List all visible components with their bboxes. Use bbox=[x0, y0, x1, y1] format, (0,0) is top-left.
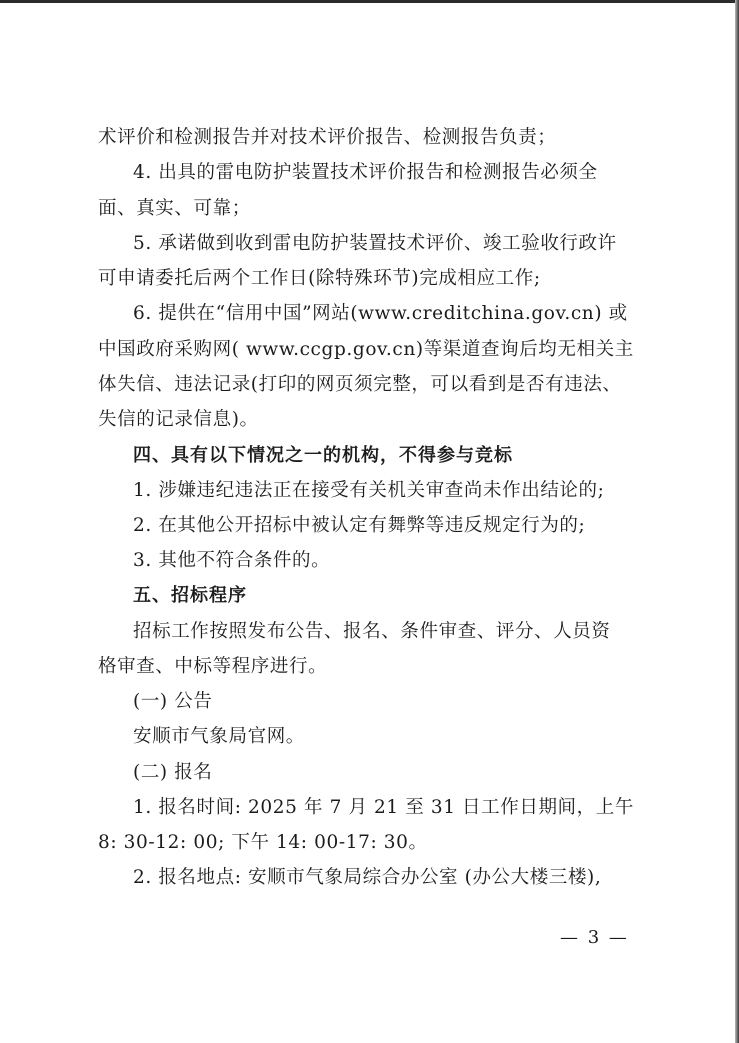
subsection-heading-announcement: (一) 公告 bbox=[133, 691, 213, 712]
list-item-1: 1. 报名时间: 2025 年 7 月 21 至 31 日工作日期间，上午 bbox=[133, 797, 634, 818]
subsection-heading-registration: (二) 报名 bbox=[133, 762, 213, 783]
body-line: 格审查、中标等程序进行。 bbox=[98, 656, 328, 677]
body-line: 可申请委托后两个工作日(除特殊环节)完成相应工作; bbox=[98, 268, 541, 289]
section-heading-5: 五、招标程序 bbox=[133, 585, 247, 606]
body-line: 面、真实、可靠； bbox=[98, 198, 251, 219]
section-heading-4: 四、具有以下情况之一的机构，不得参与竞标 bbox=[133, 445, 513, 466]
list-item-2: 2. 报名地点: 安顺市气象局综合办公室 (办公大楼三楼), bbox=[133, 867, 602, 888]
scan-edge-right bbox=[735, 0, 739, 1043]
list-item-2: 2. 在其他公开招标中被认定有舞弊等违反规定行为的; bbox=[133, 515, 586, 536]
body-line: 术评价和检测报告并对技术评价报告、检测报告负责； bbox=[98, 127, 557, 148]
list-item-3: 3. 其他不符合条件的。 bbox=[133, 550, 331, 571]
list-item-6: 6. 提供在“信用中国”网站(www.creditchina.gov.cn) 或 bbox=[133, 303, 628, 324]
list-item-4: 4. 出具的雷电防护装置技术评价报告和检测报告必须全 bbox=[133, 162, 598, 183]
list-item-5: 5. 承诺做到收到雷电防护装置技术评价、竣工验收行政许 bbox=[133, 233, 617, 254]
body-line: 中国政府采购网( www.ccgp.gov.cn)等渠道查询后均无相关主 bbox=[98, 339, 634, 360]
body-line: 8: 30-12: 00; 下午 14: 00-17: 30。 bbox=[98, 832, 428, 853]
body-line: 安顺市气象局官网。 bbox=[133, 726, 305, 747]
body-line: 招标工作按照发布公告、报名、条件审查、评分、人员资 bbox=[133, 621, 611, 642]
body-line: 体失信、违法记录(打印的网页须完整，可以看到是否有违法、 bbox=[98, 374, 622, 395]
list-item-1: 1. 涉嫌违纪违法正在接受有关机关审查尚未作出结论的; bbox=[133, 480, 605, 501]
body-line: 失信的记录信息)。 bbox=[98, 409, 259, 430]
page-number: — 3 — bbox=[560, 927, 629, 948]
scan-edge-top bbox=[0, 0, 739, 3]
